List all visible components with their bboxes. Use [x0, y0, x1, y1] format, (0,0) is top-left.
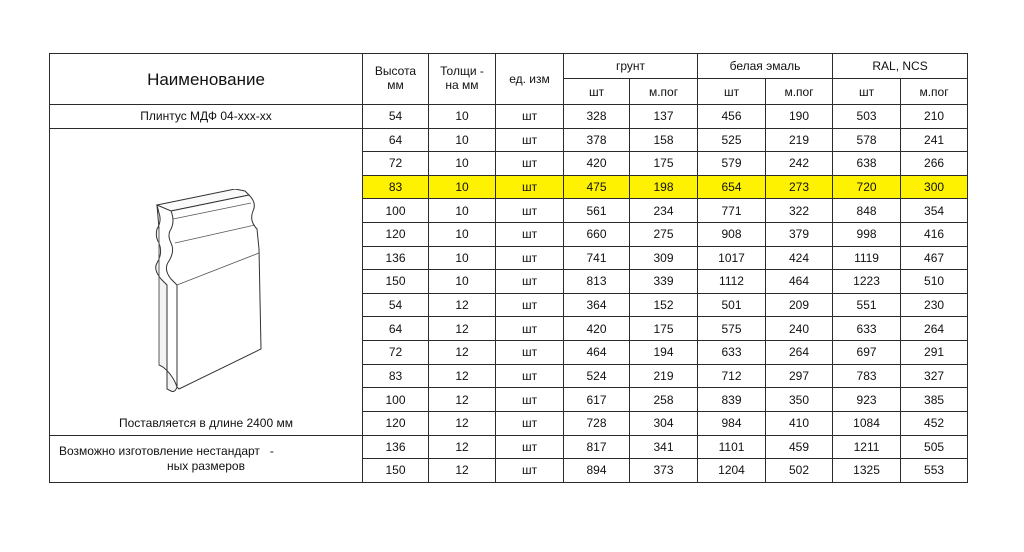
enamel-pcs-cell: 501 [698, 293, 766, 317]
enamel-lm-cell: 379 [766, 222, 833, 246]
primer-lm-cell: 373 [630, 459, 698, 483]
ral-lm-cell: 416 [901, 222, 968, 246]
primer-pcs-cell: 475 [564, 175, 630, 199]
thickness-cell: 10 [429, 270, 496, 294]
height-cell: 54 [363, 293, 429, 317]
ral-pcs-cell: 1084 [833, 411, 901, 435]
unit-cell: шт [496, 459, 564, 483]
enamel-pcs-cell: 456 [698, 105, 766, 129]
thickness-cell: 12 [429, 293, 496, 317]
ral-lm-cell: 210 [901, 105, 968, 129]
unit-cell: шт [496, 222, 564, 246]
ral-lm-cell: 354 [901, 199, 968, 223]
primer-lm-cell: 234 [630, 199, 698, 223]
custom-sizes-note [50, 435, 363, 482]
enamel-pcs-cell: 654 [698, 175, 766, 199]
custom-sizes-line2: ных размеров [167, 458, 245, 473]
header-thickness-line2: на мм [445, 78, 479, 92]
enamel-lm-cell: 410 [766, 411, 833, 435]
ral-pcs-cell: 720 [833, 175, 901, 199]
ral-pcs-cell: 923 [833, 388, 901, 412]
primer-lm-cell: 304 [630, 411, 698, 435]
ral-pcs-cell: 551 [833, 293, 901, 317]
primer-pcs-cell: 741 [564, 246, 630, 270]
enamel-lm-cell: 273 [766, 175, 833, 199]
enamel-lm-cell: 242 [766, 152, 833, 176]
primer-lm-cell: 341 [630, 435, 698, 459]
primer-lm-cell: 219 [630, 364, 698, 388]
enamel-pcs-cell: 1101 [698, 435, 766, 459]
unit-cell: шт [496, 152, 564, 176]
thickness-cell: 12 [429, 340, 496, 364]
enamel-pcs-cell: 1017 [698, 246, 766, 270]
unit-cell: шт [496, 128, 564, 152]
header-height [363, 54, 429, 105]
primer-pcs-cell: 420 [564, 152, 630, 176]
ral-pcs-cell: 1119 [833, 246, 901, 270]
primer-lm-cell: 194 [630, 340, 698, 364]
ral-lm-cell: 467 [901, 246, 968, 270]
header-name: Наименование [50, 54, 363, 105]
header-thickness [429, 54, 496, 105]
height-cell: 120 [363, 222, 429, 246]
enamel-pcs-cell: 1204 [698, 459, 766, 483]
height-cell: 83 [363, 175, 429, 199]
primer-pcs-cell: 464 [564, 340, 630, 364]
unit-cell: шт [496, 340, 564, 364]
ral-lm-cell: 300 [901, 175, 968, 199]
thickness-cell: 10 [429, 175, 496, 199]
height-cell: 72 [363, 340, 429, 364]
unit-cell: шт [496, 388, 564, 412]
thickness-cell: 10 [429, 128, 496, 152]
product-name: Плинтус МДФ 04-xxx-xx [50, 105, 363, 129]
primer-pcs-cell: 364 [564, 293, 630, 317]
primer-lm-cell: 158 [630, 128, 698, 152]
primer-lm-cell: 198 [630, 175, 698, 199]
ral-pcs-cell: 1223 [833, 270, 901, 294]
enamel-lm-cell: 240 [766, 317, 833, 341]
primer-pcs-cell: 420 [564, 317, 630, 341]
enamel-lm-cell: 264 [766, 340, 833, 364]
unit-cell: шт [496, 411, 564, 435]
enamel-lm-cell: 219 [766, 128, 833, 152]
height-cell: 120 [363, 411, 429, 435]
thickness-cell: 10 [429, 199, 496, 223]
header-unit: ед. изм [496, 54, 564, 105]
enamel-lm-cell: 424 [766, 246, 833, 270]
thickness-cell: 10 [429, 105, 496, 129]
unit-cell: шт [496, 270, 564, 294]
unit-cell: шт [496, 105, 564, 129]
ral-lm-cell: 291 [901, 340, 968, 364]
subheader-cell: м.пог [630, 79, 698, 105]
ral-lm-cell: 452 [901, 411, 968, 435]
header-group-white-enamel: белая эмаль [698, 54, 833, 79]
height-cell: 100 [363, 388, 429, 412]
enamel-lm-cell: 322 [766, 199, 833, 223]
ral-lm-cell: 385 [901, 388, 968, 412]
unit-cell: шт [496, 293, 564, 317]
unit-cell: шт [496, 435, 564, 459]
ral-lm-cell: 505 [901, 435, 968, 459]
header-row [50, 54, 968, 79]
primer-lm-cell: 137 [630, 105, 698, 129]
subheader-cell: м.пог [766, 79, 833, 105]
header-thickness-line1: Толщи - [440, 64, 484, 79]
header-group-ral-ncs: RAL, NCS [833, 54, 968, 79]
thickness-cell: 10 [429, 222, 496, 246]
enamel-pcs-cell: 712 [698, 364, 766, 388]
ral-lm-cell: 266 [901, 152, 968, 176]
subheader-cell: шт [698, 79, 766, 105]
thickness-cell: 12 [429, 459, 496, 483]
unit-cell: шт [496, 175, 564, 199]
table-row [50, 128, 968, 152]
height-cell: 54 [363, 105, 429, 129]
primer-pcs-cell: 378 [564, 128, 630, 152]
height-cell: 136 [363, 435, 429, 459]
thickness-cell: 12 [429, 435, 496, 459]
enamel-pcs-cell: 1112 [698, 270, 766, 294]
primer-pcs-cell: 894 [564, 459, 630, 483]
enamel-lm-cell: 502 [766, 459, 833, 483]
enamel-lm-cell: 190 [766, 105, 833, 129]
table-row [50, 435, 968, 459]
enamel-lm-cell: 209 [766, 293, 833, 317]
thickness-cell: 12 [429, 411, 496, 435]
primer-lm-cell: 175 [630, 152, 698, 176]
product-image-cell [50, 128, 363, 435]
header-height-line1: Высота [374, 64, 417, 79]
enamel-pcs-cell: 908 [698, 222, 766, 246]
thickness-cell: 10 [429, 246, 496, 270]
primer-pcs-cell: 817 [564, 435, 630, 459]
enamel-lm-cell: 297 [766, 364, 833, 388]
subheader-cell: шт [833, 79, 901, 105]
enamel-pcs-cell: 575 [698, 317, 766, 341]
height-cell: 136 [363, 246, 429, 270]
length-note: Поставляется в длине 2400 мм [119, 415, 293, 430]
ral-pcs-cell: 638 [833, 152, 901, 176]
height-cell: 64 [363, 128, 429, 152]
ral-pcs-cell: 697 [833, 340, 901, 364]
enamel-lm-cell: 464 [766, 270, 833, 294]
subheader-cell: м.пог [901, 79, 968, 105]
primer-pcs-cell: 728 [564, 411, 630, 435]
ral-pcs-cell: 998 [833, 222, 901, 246]
primer-lm-cell: 339 [630, 270, 698, 294]
custom-sizes-line1: Возможно изготовление нестандарт - [59, 443, 274, 458]
enamel-pcs-cell: 839 [698, 388, 766, 412]
skirting-board-image [149, 189, 269, 395]
unit-cell: шт [496, 364, 564, 388]
primer-lm-cell: 258 [630, 388, 698, 412]
ral-lm-cell: 264 [901, 317, 968, 341]
ral-lm-cell: 553 [901, 459, 968, 483]
ral-pcs-cell: 1211 [833, 435, 901, 459]
primer-pcs-cell: 813 [564, 270, 630, 294]
thickness-cell: 10 [429, 152, 496, 176]
enamel-pcs-cell: 579 [698, 152, 766, 176]
primer-pcs-cell: 617 [564, 388, 630, 412]
thickness-cell: 12 [429, 364, 496, 388]
primer-lm-cell: 275 [630, 222, 698, 246]
subheader-cell: шт [564, 79, 630, 105]
ral-pcs-cell: 633 [833, 317, 901, 341]
height-cell: 150 [363, 459, 429, 483]
ral-pcs-cell: 503 [833, 105, 901, 129]
height-cell: 72 [363, 152, 429, 176]
primer-pcs-cell: 561 [564, 199, 630, 223]
unit-cell: шт [496, 199, 564, 223]
thickness-cell: 12 [429, 388, 496, 412]
ral-pcs-cell: 578 [833, 128, 901, 152]
height-cell: 100 [363, 199, 429, 223]
primer-pcs-cell: 660 [564, 222, 630, 246]
ral-lm-cell: 241 [901, 128, 968, 152]
enamel-pcs-cell: 984 [698, 411, 766, 435]
primer-pcs-cell: 524 [564, 364, 630, 388]
primer-lm-cell: 175 [630, 317, 698, 341]
enamel-lm-cell: 459 [766, 435, 833, 459]
height-cell: 83 [363, 364, 429, 388]
primer-pcs-cell: 328 [564, 105, 630, 129]
enamel-pcs-cell: 771 [698, 199, 766, 223]
ral-pcs-cell: 1325 [833, 459, 901, 483]
enamel-lm-cell: 350 [766, 388, 833, 412]
unit-cell: шт [496, 317, 564, 341]
ral-pcs-cell: 783 [833, 364, 901, 388]
ral-pcs-cell: 848 [833, 199, 901, 223]
header-height-line2: мм [387, 78, 404, 92]
price-table [49, 53, 968, 483]
enamel-pcs-cell: 633 [698, 340, 766, 364]
height-cell: 64 [363, 317, 429, 341]
primer-lm-cell: 309 [630, 246, 698, 270]
ral-lm-cell: 510 [901, 270, 968, 294]
primer-lm-cell: 152 [630, 293, 698, 317]
unit-cell: шт [496, 246, 564, 270]
table-row [50, 105, 968, 129]
ral-lm-cell: 327 [901, 364, 968, 388]
thickness-cell: 12 [429, 317, 496, 341]
height-cell: 150 [363, 270, 429, 294]
header-group-primer: грунт [564, 54, 698, 79]
enamel-pcs-cell: 525 [698, 128, 766, 152]
ral-lm-cell: 230 [901, 293, 968, 317]
